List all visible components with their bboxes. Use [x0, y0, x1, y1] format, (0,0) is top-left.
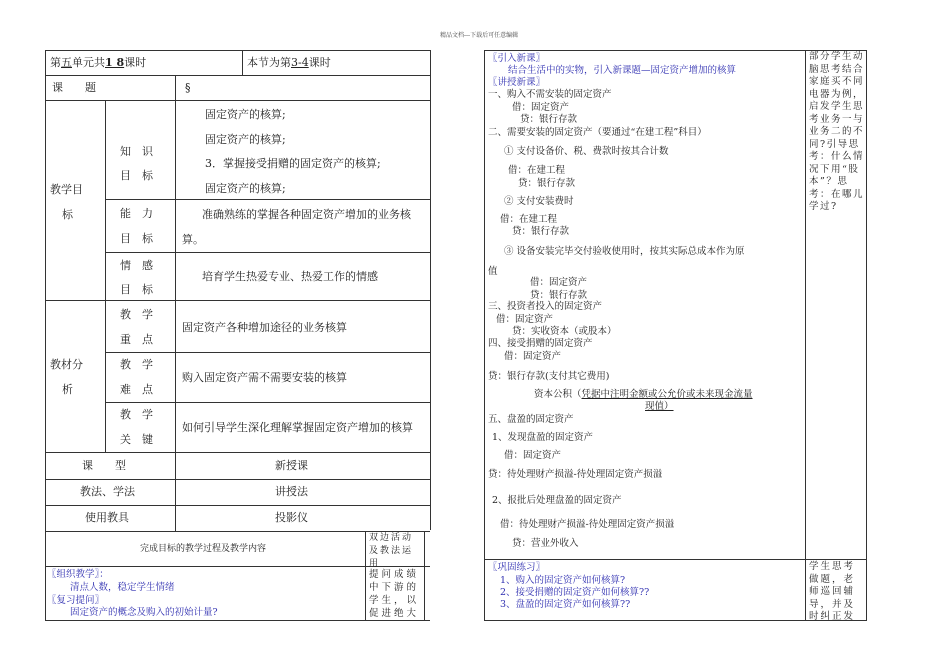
content-line: 值	[488, 266, 498, 277]
practice-item: 2、接受捐赠的固定资产如何核算??	[500, 587, 650, 598]
content-line: 贷：银行存款	[530, 290, 588, 301]
review-text: 固定资产的概念及购入的初始计量?	[70, 607, 218, 618]
key-text: 如何引导学生深化理解掌握固定资产增加的核算	[182, 421, 413, 434]
practice-item: 3、盘盈的固定资产如何核算??	[500, 599, 631, 610]
intro-title: 〖引入新课〗	[488, 53, 546, 64]
method-label: 教法、学法	[80, 485, 135, 498]
content-line: 贷：实收资本（或股本）	[512, 326, 617, 337]
side-bottom: 学生思考做题，老师巡回辅导，并及时纠正发	[809, 561, 856, 622]
content-line: 三、投资者投入的固定资产	[488, 301, 603, 312]
content-line: 借：固定资产	[504, 351, 562, 362]
content-line: 资本公积（凭据中注明金额或公允价或未来现金流量	[534, 389, 753, 400]
tools-label: 使用教具	[85, 511, 129, 524]
side-header: 双边活动及教法运用	[369, 533, 414, 569]
content-line: 2、报批后处理盘盈的固定资产	[492, 495, 622, 506]
knowledge-item: 固定资产的核算;	[205, 133, 286, 146]
focus-label: 教 学	[120, 308, 153, 321]
emotion-label: 情 感	[120, 259, 153, 272]
knowledge-item: 固定资产的核算;	[205, 182, 286, 195]
org-text: 清点人数，稳定学生情绪	[70, 582, 175, 593]
process-header: 完成目标的教学过程及教学内容	[140, 544, 267, 554]
content-line: 二、需要安装的固定资产（要通过“在建工程”科目）	[488, 127, 707, 138]
content-line: 借：待处理财产损溢-待处理固定资产损溢	[500, 519, 675, 530]
tools-value: 投影仪	[275, 511, 308, 524]
focus-text: 固定资产各种增加途径的业务核算	[182, 321, 347, 334]
knowledge-item: 3．掌握接受捐赠的固定资产的核算;	[205, 157, 381, 170]
emotion-text: 培育学生热爱专业、热爱工作的情感	[202, 270, 378, 283]
difficulty-label-2: 难 点	[120, 383, 153, 396]
knowledge-label: 知 识	[120, 145, 153, 158]
header-note: 精品文档---下载后可任意编辑	[440, 32, 519, 39]
side-top: 部分学生动脑思考结合家庭买不同电器为例，启发学生思考业务一与业务二的不同?引导思考：什么情况下用“股本”？思考：在哪儿学过?	[809, 51, 865, 212]
content-line: 贷：银行存款	[512, 226, 570, 237]
content-line: 借：在建工程	[508, 165, 566, 176]
explain-title: 〖讲授新课〗	[488, 77, 546, 88]
content-line: 1、发现盘盈的固定资产	[492, 432, 594, 443]
content-line: 借：固定资产	[504, 450, 562, 461]
content-line: ③ 设备安装完毕交付验收使用时，按其实际总成本作为原	[504, 246, 745, 257]
method-value: 讲授法	[275, 485, 308, 498]
knowledge-label-2: 目 标	[120, 169, 153, 182]
content-line: 借：固定资产	[512, 102, 570, 113]
practice-title: 〖巩固练习〗	[488, 562, 546, 573]
type-label: 课 型	[82, 459, 126, 472]
unit-hours-line: 第五单元共1 8课时	[50, 56, 147, 69]
topic-value: §	[185, 81, 191, 94]
difficulty-label: 教 学	[120, 358, 153, 371]
key-label-2: 关 键	[120, 433, 153, 446]
content-line: 贷：银行存款	[520, 114, 578, 125]
type-value: 新授课	[275, 459, 308, 472]
content-line: 借：固定资产	[496, 314, 554, 325]
section-hours-line: 本节为第3-4课时	[247, 56, 331, 69]
content-line: 借：在建工程	[500, 214, 558, 225]
content-line: ② 支付安装费时	[504, 196, 574, 207]
topic-label: 课 题	[52, 81, 96, 94]
side-note: 提问成绩中下游的学生，以促进绝大	[369, 569, 420, 619]
difficulty-text: 购入固定资产需不需要安装的核算	[182, 371, 347, 384]
practice-item: 1、购入的固定资产如何核算?	[500, 575, 626, 586]
analysis-label: 教材分	[50, 358, 83, 371]
content-line: ① 支付设备价、税、费款时按其合计数	[504, 146, 669, 157]
content-line: 贷：待处理财产损溢-待处理固定资产损溢	[488, 469, 663, 480]
ability-label: 能 力	[120, 207, 153, 220]
content-line: 贷：营业外收入	[512, 538, 579, 549]
intro-text: 结合生活中的实物，引入新课题—固定资产增加的核算	[508, 65, 737, 76]
content-line: 五、盘盈的固定资产	[488, 414, 574, 425]
org-title: 〖组织教学〗：	[47, 569, 109, 580]
ability-text: 准确熟练的掌握各种固定资产增加的业务核	[202, 208, 411, 221]
content-line: 贷：银行存款(支付其它费用)	[488, 371, 610, 382]
knowledge-item: 固定资产的核算;	[205, 108, 286, 121]
ability-text-2: 算。	[182, 233, 204, 246]
goal-label: 教学目	[50, 183, 83, 196]
goal-label-2: 标	[62, 208, 73, 221]
analysis-label-2: 析	[62, 383, 73, 396]
emotion-label-2: 目 标	[120, 283, 153, 296]
content-line: 现值）	[645, 401, 674, 412]
ability-label-2: 目 标	[120, 232, 153, 245]
content-line: 借：固定资产	[530, 277, 588, 288]
content-line: 贷：银行存款	[518, 178, 576, 189]
review-title: 〖复习提问〗	[47, 595, 105, 606]
key-label: 教 学	[120, 408, 153, 421]
focus-label-2: 重 点	[120, 333, 153, 346]
content-line: 一、购入不需安装的固定资产	[488, 89, 612, 100]
content-line: 四、接受捐赠的固定资产	[488, 338, 593, 349]
